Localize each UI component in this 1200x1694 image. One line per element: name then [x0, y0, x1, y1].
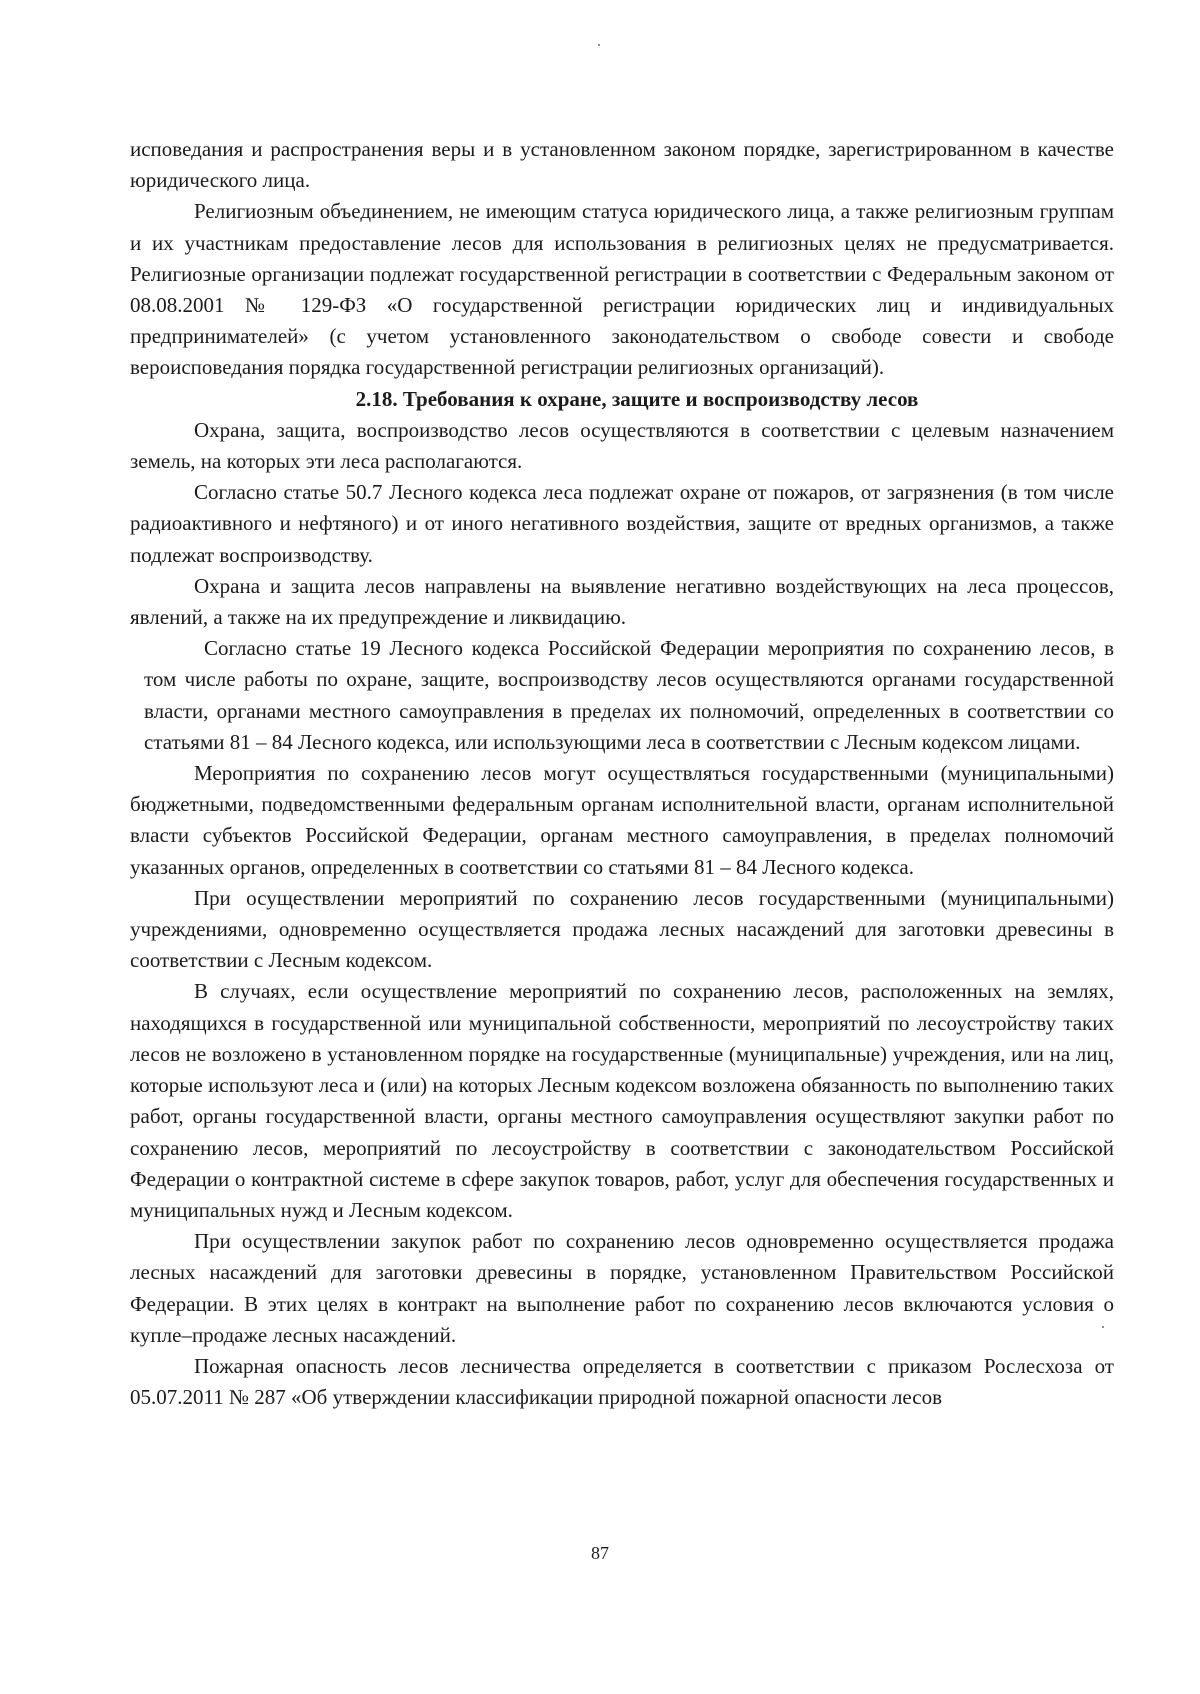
page-number: 87: [591, 1543, 609, 1563]
section-heading: 2.18. Требования к охране, защите и воспроизводству лесов: [355, 386, 919, 411]
paragraph-timber-sale: При осуществлении мероприятий по сохранению лесов государственными (муниципальными) учреждениями, одновременно осуществляется продажа лесных насаждений для заготовки древесины в соответствии с Лесным кодексом.: [130, 885, 1114, 973]
paragraph-article-50-7: Согласно статье 50.7 Лесного кодекса леса подлежат охране от пожаров, от загрязнения (в том числе радиоактивного и нефтяного) и от иного негативного воздействия, защите от вредных организмов, а также подлежат воспроизводству.: [130, 480, 1114, 567]
paragraph-procurement-sale: При осуществлении закупок работ по сохранению лесов одновременно осуществляется продажа лесных насаждений для заготовки древесины в порядке, установленном Правительством Российской Федерации. В этих целях в контракт на выполнение работ по сохранению лесов включаются условия о купле–продаже лесных насаждений.: [130, 1229, 1114, 1347]
scan-speck: [1102, 1326, 1104, 1328]
paragraph-continuation: исповедания и распространения веры и в установленном законом порядке, зарегистрированном в качестве юридического лица.: [130, 137, 1114, 193]
document-body: [130, 134, 1114, 1413]
paragraph-religious-associations: Религиозным объединением, не имеющим статуса юридического лица, а также религиозным группам и их участникам предоставление лесов для использования в религиозных целях не предусматривается. Религиозные организации подлежат государственной регистрации в соответствии с Федеральным законом от 08.08.2001 № 129-ФЗ «О государственной регистрации юридических лиц и индивидуальных предпринимателей» (с учетом установленного законодательством о свободе совести и свободе вероисповедания порядка государственной регистрации религиозных организаций).: [130, 199, 1114, 380]
paragraph-procurement-cases: В случаях, если осуществление мероприятий по сохранению лесов, расположенных на землях, находящихся в государственной или муниципальной собственности, мероприятий по лесоустройству таких лесов не возложено в установленном порядке на государственные (муниципальные) учреждения, или на лиц, которые используют леса и (или) на которых Лесным кодексом возложена обязанность по выполнению таких работ, органы государственной власти, органы местного самоуправления осуществляют закупки работ по сохранению лесов, мероприятий по лесоустройству в соответствии с законодательством Российской Федерации о контрактной системе в сфере закупок товаров, работ, услуг для обеспечения государственных и муниципальных нужд и Лесным кодексом.: [130, 979, 1114, 1222]
paragraph-protection-aims: Охрана и защита лесов направлены на выявление негативно воздействующих на леса процессов, явлений, а также на их предупреждение и ликвидацию.: [130, 573, 1114, 630]
paragraph-fire-danger: Пожарная опасность лесов лесничества определяется в соответствии с приказом Рослесхоза от 05.07.2011 № 287 «Об утверждении классификации природной пожарной опасности лесов: [130, 1353, 1114, 1410]
paragraph-forest-protection: Охрана, защита, воспроизводство лесов осуществляются в соответствии с целевым назначением земель, на которых эти леса располагаются.: [130, 417, 1114, 474]
scan-speck: [598, 44, 600, 46]
paragraph-budget-institutions: Мероприятия по сохранению лесов могут осуществляться государственными (муниципальными) бюджетными, подведомственными федеральным органам исполнительной власти, органам исполнительной власти субъектов Российской Федерации, органам местного самоуправления, в пределах полномочий указанных органов, определенных в соответствии со статьями 81 – 84 Лесного кодекса.: [130, 761, 1114, 879]
paragraph-article-19: Согласно статье 19 Лесного кодекса Российской Федерации мероприятия по сохранению лесов, в том числе работы по охране, защите, воспроизводству лесов осуществляются органами государственной власти, органами местного самоуправления в пределах их полномочий, определенных в соответствии со статьями 81 – 84 Лесного кодекса, или использующими леса в соответствии с Лесным кодексом лицами.: [144, 636, 1114, 754]
